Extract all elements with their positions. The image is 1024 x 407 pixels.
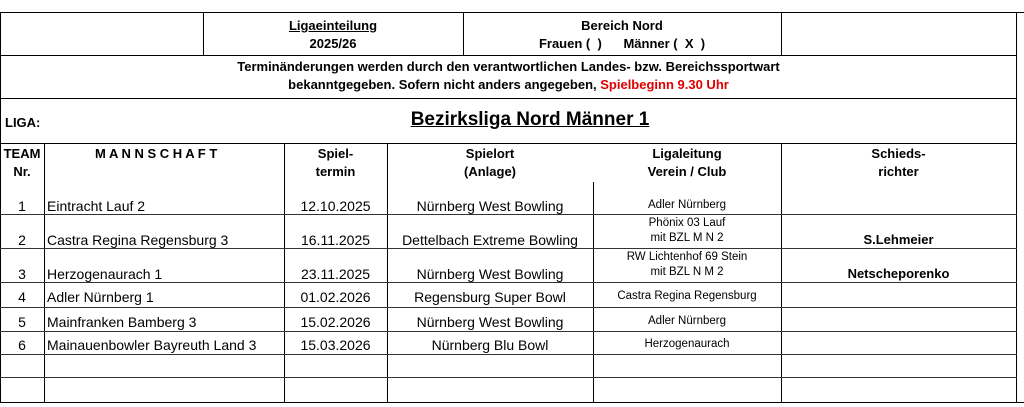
row-2-schiedsrichter: S.Lehmeier [863, 232, 934, 247]
row-1-termin: 12.10.2025 [300, 198, 371, 214]
liga-label: LIGA: [5, 115, 41, 130]
row-5-spielort: Nürnberg West Bowling [416, 314, 564, 330]
col-termin-2: termin [315, 164, 356, 179]
row-line-5 [0, 331, 1017, 332]
row-2-nr: 2 [18, 232, 26, 248]
row-4-ligaleitung: Castra Regina Regensburg [617, 290, 757, 302]
col-ligaleitung-1: Ligaleitung [652, 146, 722, 161]
line-under-notice [0, 98, 1017, 99]
col-spielort-2: (Anlage) [464, 164, 516, 179]
col-line-1 [44, 143, 45, 403]
col-mannschaft: M A N N S C H A F T [95, 146, 218, 161]
row-1-nr: 1 [18, 198, 26, 214]
frame-bottom [0, 402, 1024, 403]
row-2-termin: 16.11.2025 [300, 232, 371, 248]
row-2-team: Castra Regina Regensburg 3 [47, 232, 229, 248]
row-line-6 [0, 354, 1017, 355]
row-line-1 [0, 214, 1017, 215]
row-6-ligaleitung: Herzogenaurach [644, 338, 730, 350]
row-1-team: Eintracht Lauf 2 [47, 198, 146, 214]
row-5-team: Mainfranken Bamberg 3 [47, 314, 197, 330]
header-divider-3 [781, 12, 782, 55]
line-under-liga [0, 143, 1017, 144]
col-team-2: Nr. [13, 164, 31, 179]
header-title: Ligaeinteilung [288, 18, 378, 33]
row-1-ligaleitung: Adler Nürnberg [648, 199, 726, 211]
col-spielort-1: Spielort [465, 146, 515, 161]
row-3-ligaleitung-1: RW Lichtenhof 69 Stein [626, 251, 748, 263]
col-ligaleitung-2: Verein / Club [647, 164, 727, 179]
notice-line-1: Terminänderungen werden durch den verantwortlichen Landes- bzw. Bereichssportwart [237, 59, 780, 74]
row-6-spielort: Nürnberg Blu Bowl [431, 337, 549, 353]
header-gender: Frauen ( ) Männer ( X ) [538, 36, 706, 51]
notice-text: bekanntgegeben. Sofern nicht anders angegeben, [288, 77, 601, 92]
row-line-3 [0, 282, 1017, 283]
frame-top [0, 12, 1024, 13]
row-4-termin: 01.02.2026 [300, 289, 371, 305]
notice-line-2 [0, 78, 1017, 91]
col-team-1: TEAM [3, 146, 41, 161]
row-6-nr: 6 [18, 337, 26, 353]
line-under-header [0, 55, 1017, 56]
start-time: Spielbeginn 9.30 Uhr [600, 77, 729, 92]
row-3-nr: 3 [18, 266, 26, 282]
liga-name: Bezirksliga Nord Männer 1 [410, 109, 650, 130]
col-schieds-2: richter [878, 164, 919, 179]
row-line-7 [0, 377, 1017, 378]
row-2-ligaleitung-1: Phönix 03 Lauf [648, 217, 726, 229]
row-6-team: Mainauenbowler Bayreuth Land 3 [47, 337, 257, 353]
row-4-spielort: Regensburg Super Bowl [414, 289, 566, 305]
row-6-termin: 15.03.2026 [300, 337, 371, 353]
col-termin-1: Spiel- [317, 146, 354, 161]
header-season: 2025/26 [309, 36, 357, 51]
row-3-team: Herzogenaurach 1 [47, 266, 163, 282]
col-schieds-1: Schieds- [871, 146, 926, 161]
row-3-termin: 23.11.2025 [300, 266, 371, 282]
row-1-spielort: Nürnberg West Bowling [416, 198, 564, 214]
row-5-ligaleitung: Adler Nürnberg [648, 315, 726, 327]
row-3-ligaleitung-2: mit BZL N M 2 [650, 266, 724, 278]
header-region: Bereich Nord [581, 18, 663, 33]
row-4-nr: 4 [18, 289, 26, 305]
row-2-ligaleitung-2: mit BZL M N 2 [650, 232, 724, 244]
row-line-4 [0, 307, 1017, 308]
row-3-schiedsrichter: Netscheporenko [847, 266, 950, 281]
row-3-spielort: Nürnberg West Bowling [416, 266, 564, 282]
row-2-spielort: Dettelbach Extreme Bowling [402, 232, 578, 248]
row-5-termin: 15.02.2026 [300, 314, 371, 330]
row-4-team: Adler Nürnberg 1 [47, 289, 154, 305]
row-5-nr: 5 [18, 314, 26, 330]
row-line-2 [0, 248, 1017, 249]
